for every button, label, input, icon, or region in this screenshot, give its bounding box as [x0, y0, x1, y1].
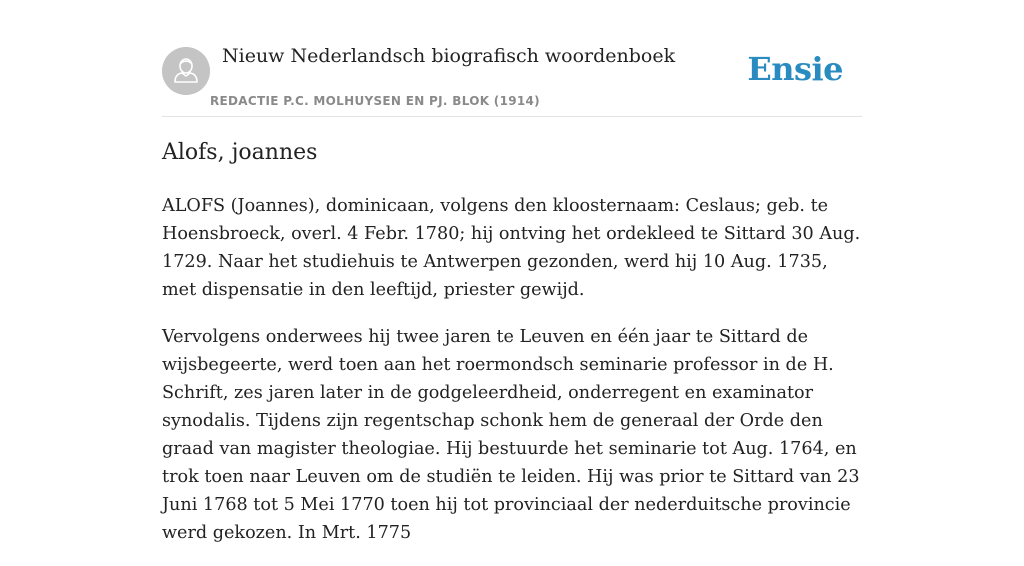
header	[162, 0, 862, 117]
dictionary-editors: REDACTIE P.C. MOLHUYSEN EN PJ. BLOK (1914)	[210, 94, 540, 108]
dictionary-title[interactable]: Nieuw Nederlandsch biografisch woordenboek	[222, 45, 676, 67]
entry-body	[162, 192, 862, 566]
entry-paragraph: Vervolgens onderwees hij twee jaren te Leuven en één jaar te Sittard de wijsbegeerte, werd toen aan het roermondsch seminarie professor in de H. Schrift, zes jaren later in de godgeleerdheid, onderregent en examinator synodalis. Tijdens zijn regentschap schonk hem de generaal der Orde den graad van magister theologiae. Hij bestuurde het seminarie tot Aug. 1764, en trok toen naar Leuven om de studiën te leiden. Hij was prior te Sittard van 23 Juni 1768 tot 5 Mei 1770 toen hij tot provinciaal der nederduitsche provincie werd gekozen. In Mrt. 1775	[162, 327, 860, 543]
ensie-logo[interactable]: Ensie	[747, 50, 843, 88]
entry-title: Alofs, joannes	[162, 140, 318, 165]
entry-paragraph: ALOFS (Joannes), dominicaan, volgens den kloosternaam: Ceslaus; geb. te Hoensbroeck, overl. 4 Febr. 1780; hij ontving het ordekleed te Sittard 30 Aug. 1729. Naar het studiehuis te Antwerpen gezonden, werd hij 10 Aug. 1735, met dispensatie in den leeftijd, priester gewijd.	[162, 196, 861, 300]
page	[162, 0, 862, 543]
user-icon	[162, 47, 210, 95]
avatar[interactable]	[162, 47, 210, 95]
